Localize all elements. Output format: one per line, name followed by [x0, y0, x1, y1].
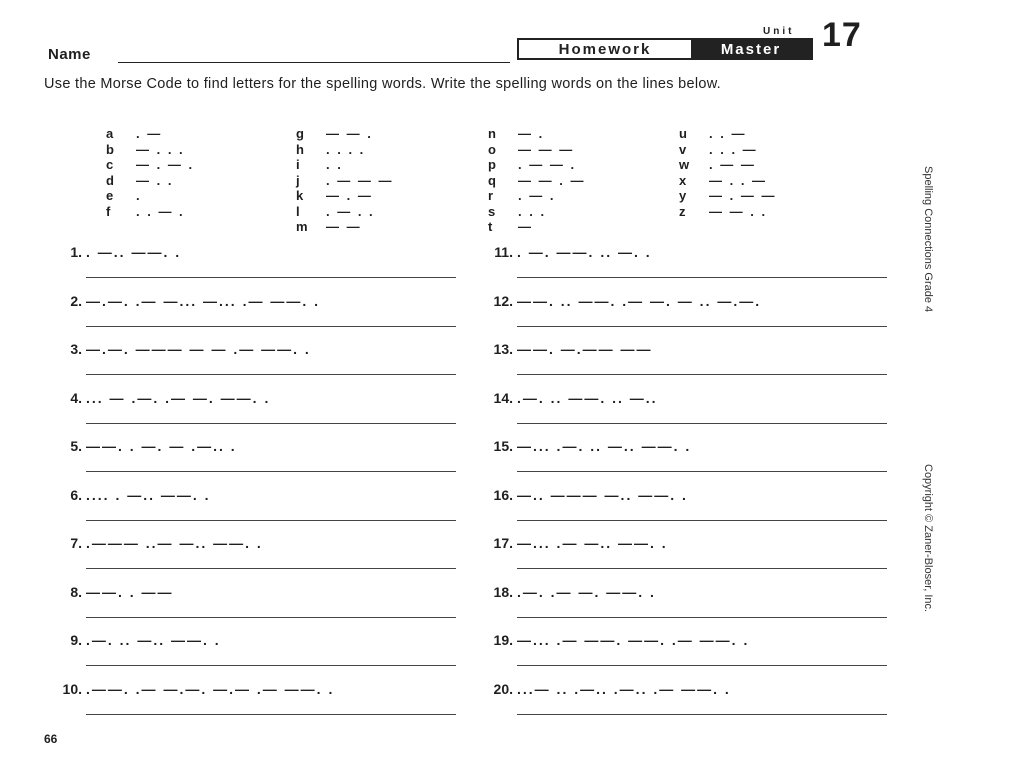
item-morse-code: ...— .. .—.. .—.. .— ——. .: [517, 680, 731, 697]
morse-key-letter: k: [296, 188, 304, 203]
spelling-item: [48, 681, 468, 729]
morse-key-letter: f: [106, 203, 111, 219]
morse-key-entry: [488, 188, 555, 203]
spelling-item: [48, 341, 468, 389]
item-number: 1.: [70, 244, 82, 260]
morse-key-code: — . — —: [709, 188, 777, 203]
morse-key-entry: [488, 157, 576, 172]
spelling-item: [479, 341, 899, 389]
spelling-item: [479, 438, 899, 486]
morse-key-entry: [679, 142, 758, 157]
morse-key-entry: [679, 157, 756, 172]
answer-write-line[interactable]: [86, 520, 456, 521]
answer-write-line[interactable]: [86, 665, 456, 666]
item-number: 17.: [493, 535, 513, 551]
spelling-item: [479, 487, 899, 535]
morse-key-code: — — .: [326, 126, 373, 141]
morse-key-entry: [679, 173, 767, 188]
morse-key-code: — — —: [518, 141, 575, 157]
item-morse-code: —... .—. .. —.. ——. .: [517, 438, 692, 454]
answer-write-line[interactable]: [517, 665, 887, 666]
morse-key-entry: [296, 126, 373, 141]
item-morse-code: ——. . —. — .—.. .: [86, 438, 237, 454]
answer-write-line[interactable]: [517, 714, 887, 715]
item-morse-code: ——. .. ——. .— —. — .. —.—.: [517, 292, 762, 309]
morse-key-code: —: [518, 219, 533, 234]
spelling-item: [48, 244, 468, 292]
spelling-item: [479, 390, 899, 438]
spelling-item: [48, 632, 468, 680]
morse-key-code: . — —: [709, 157, 756, 172]
morse-key-letter: t: [488, 219, 493, 234]
item-number: 2.: [70, 292, 82, 309]
spelling-item: [48, 487, 468, 535]
morse-key-entry: [679, 126, 746, 141]
morse-key-entry: [106, 142, 185, 157]
morse-key-letter: s: [488, 203, 496, 219]
morse-key-code: . . —: [709, 126, 747, 141]
spelling-item: [48, 293, 468, 341]
item-number: 4.: [70, 389, 82, 406]
answer-write-line[interactable]: [86, 277, 456, 278]
morse-key-entry: [679, 204, 767, 219]
item-morse-code: .——. .— —.—. —.— .— ——. .: [86, 680, 335, 697]
morse-key-entry: [296, 157, 343, 172]
morse-key-code: — . —: [326, 188, 373, 203]
morse-key-letter: y: [679, 188, 687, 203]
morse-key-entry: [106, 188, 142, 203]
unit-number: 17: [822, 16, 862, 54]
morse-key-entry: [679, 188, 776, 203]
item-number: 14.: [493, 389, 513, 406]
answer-write-line[interactable]: [517, 617, 887, 618]
morse-key-entry: [488, 219, 533, 234]
morse-key-entry: [488, 204, 546, 219]
item-number: 7.: [70, 535, 82, 551]
spelling-item: [479, 244, 899, 292]
morse-key-entry: [488, 126, 544, 141]
answer-write-line[interactable]: [517, 277, 887, 278]
morse-key-entry: [296, 204, 375, 219]
morse-key-entry: [296, 142, 365, 157]
morse-key-entry: [296, 219, 362, 234]
morse-key-letter: a: [106, 126, 114, 141]
morse-key-letter: o: [488, 141, 496, 157]
answer-write-line[interactable]: [517, 326, 887, 327]
item-number: 9.: [70, 632, 82, 648]
item-number: 5.: [70, 438, 82, 454]
item-morse-code: —... .— ——. ——. .— ——. .: [517, 632, 750, 648]
morse-key-entry: [106, 173, 173, 188]
answer-write-line[interactable]: [517, 568, 887, 569]
item-morse-code: —.—. ——— — — .— ——. .: [86, 341, 311, 357]
morse-key-code: — . — .: [136, 157, 195, 172]
answer-write-line[interactable]: [86, 374, 456, 375]
name-label: Name: [48, 46, 91, 63]
morse-key-letter: m: [296, 219, 308, 234]
item-morse-code: ——. . ——: [86, 583, 174, 600]
spelling-item: [479, 681, 899, 729]
morse-key-entry: [106, 204, 185, 219]
morse-key-entry: [488, 173, 585, 188]
item-morse-code: .——— ..— —.. ——. .: [86, 535, 263, 551]
unit-label: Unit: [763, 26, 795, 37]
spelling-item: [48, 438, 468, 486]
homework-label: Homework: [558, 40, 652, 58]
morse-key-entry: [296, 188, 373, 203]
morse-key-code: . — .: [518, 188, 556, 203]
item-morse-code: .—. .. —.. ——. .: [86, 632, 221, 648]
morse-key-letter: b: [106, 141, 114, 157]
morse-key-letter: g: [296, 126, 304, 141]
item-morse-code: ——. —.—— ——: [517, 341, 653, 357]
item-morse-code: . —.. ——. .: [86, 244, 182, 260]
item-morse-code: —.. ——— —.. ——. .: [517, 486, 688, 503]
morse-key-letter: n: [488, 126, 496, 141]
morse-key-code: . . . —: [709, 141, 758, 157]
spelling-item: [48, 390, 468, 438]
morse-key-code: — .: [518, 126, 545, 141]
morse-key-entry: [488, 142, 574, 157]
instructions: Use the Morse Code to find letters for the spelling words. Write the spelling words on the lines below.: [44, 76, 722, 92]
spelling-item: [479, 293, 899, 341]
answer-write-line[interactable]: [517, 520, 887, 521]
item-morse-code: —... .— —.. ——. .: [517, 535, 668, 551]
answer-write-line[interactable]: [86, 471, 456, 472]
master-label: Master: [691, 40, 811, 58]
homework-master-banner: [517, 38, 813, 60]
item-number: 6.: [70, 486, 82, 503]
spelling-item: [479, 535, 899, 583]
morse-key-letter: z: [679, 203, 686, 219]
morse-key-code: . —: [136, 126, 163, 141]
item-number: 19.: [493, 632, 513, 648]
item-morse-code: .—. .— —. ——. .: [517, 583, 656, 600]
spelling-item: [479, 584, 899, 632]
copyright-side-text: Copyright © Zaner-Bloser, Inc.: [922, 464, 934, 613]
morse-key-letter: l: [296, 203, 300, 219]
item-number: 11.: [494, 244, 513, 260]
morse-key-code: .: [136, 188, 142, 203]
spelling-item: [479, 632, 899, 680]
item-number: 12.: [493, 292, 513, 309]
morse-key-code: . — — —: [326, 172, 394, 188]
answer-write-line[interactable]: [517, 471, 887, 472]
morse-key-letter: p: [488, 157, 496, 172]
item-number: 16.: [493, 486, 513, 503]
morse-key-letter: r: [488, 188, 494, 203]
spelling-item: [48, 584, 468, 632]
morse-key-letter: c: [106, 157, 114, 172]
morse-key-code: — . . .: [136, 141, 185, 157]
item-number: 10.: [62, 680, 82, 697]
item-morse-code: —.—. .— —... —... .— ——. .: [86, 292, 321, 309]
item-morse-code: . —. ——. .. —. .: [517, 244, 652, 260]
answer-write-line[interactable]: [517, 374, 887, 375]
item-number: 13.: [493, 341, 513, 357]
answer-write-line[interactable]: [86, 714, 456, 715]
morse-key-code: . — — .: [518, 157, 577, 172]
morse-key-letter: v: [679, 141, 687, 157]
spelling-item: [48, 535, 468, 583]
morse-key-entry: [296, 173, 393, 188]
morse-key-letter: h: [296, 141, 304, 157]
item-number: 8.: [70, 583, 82, 600]
morse-key-code: — — . .: [709, 203, 768, 219]
morse-key-letter: i: [296, 157, 300, 172]
answer-write-line[interactable]: [86, 423, 456, 424]
morse-key-letter: d: [106, 172, 114, 188]
series-side-text: Spelling Connections Grade 4: [922, 166, 934, 313]
morse-key-code: — — . —: [518, 172, 586, 188]
morse-key-letter: x: [679, 172, 687, 188]
morse-key-code: — —: [326, 219, 362, 234]
morse-key-entry: [106, 126, 162, 141]
morse-key-letter: q: [488, 172, 496, 188]
answer-write-line[interactable]: [86, 617, 456, 618]
item-morse-code: .—. .. ——. .. —..: [517, 389, 658, 406]
page-number: 66: [44, 732, 58, 746]
morse-key-letter: u: [679, 126, 687, 141]
morse-key-code: . .: [326, 157, 343, 172]
morse-key-code: . . . .: [326, 141, 366, 157]
morse-key-code: . . — .: [136, 203, 185, 219]
morse-key-letter: w: [679, 157, 690, 172]
answer-write-line[interactable]: [86, 326, 456, 327]
morse-key-code: . . .: [518, 203, 547, 219]
item-morse-code: ... — .—. .— —. ——. .: [86, 389, 271, 406]
item-number: 15.: [493, 438, 513, 454]
name-write-line[interactable]: [118, 62, 510, 63]
answer-write-line[interactable]: [86, 568, 456, 569]
morse-key-code: — . .: [136, 172, 174, 188]
item-morse-code: .... . —.. ——. .: [86, 486, 211, 503]
morse-key-letter: j: [296, 172, 300, 188]
morse-key-letter: e: [106, 188, 114, 203]
item-number: 20.: [493, 680, 513, 697]
answer-write-line[interactable]: [517, 423, 887, 424]
morse-key-entry: [106, 157, 194, 172]
item-number: 3.: [70, 341, 82, 357]
item-number: 18.: [493, 583, 513, 600]
morse-key-code: — . . —: [709, 172, 768, 188]
morse-key-code: . — . .: [326, 203, 375, 219]
